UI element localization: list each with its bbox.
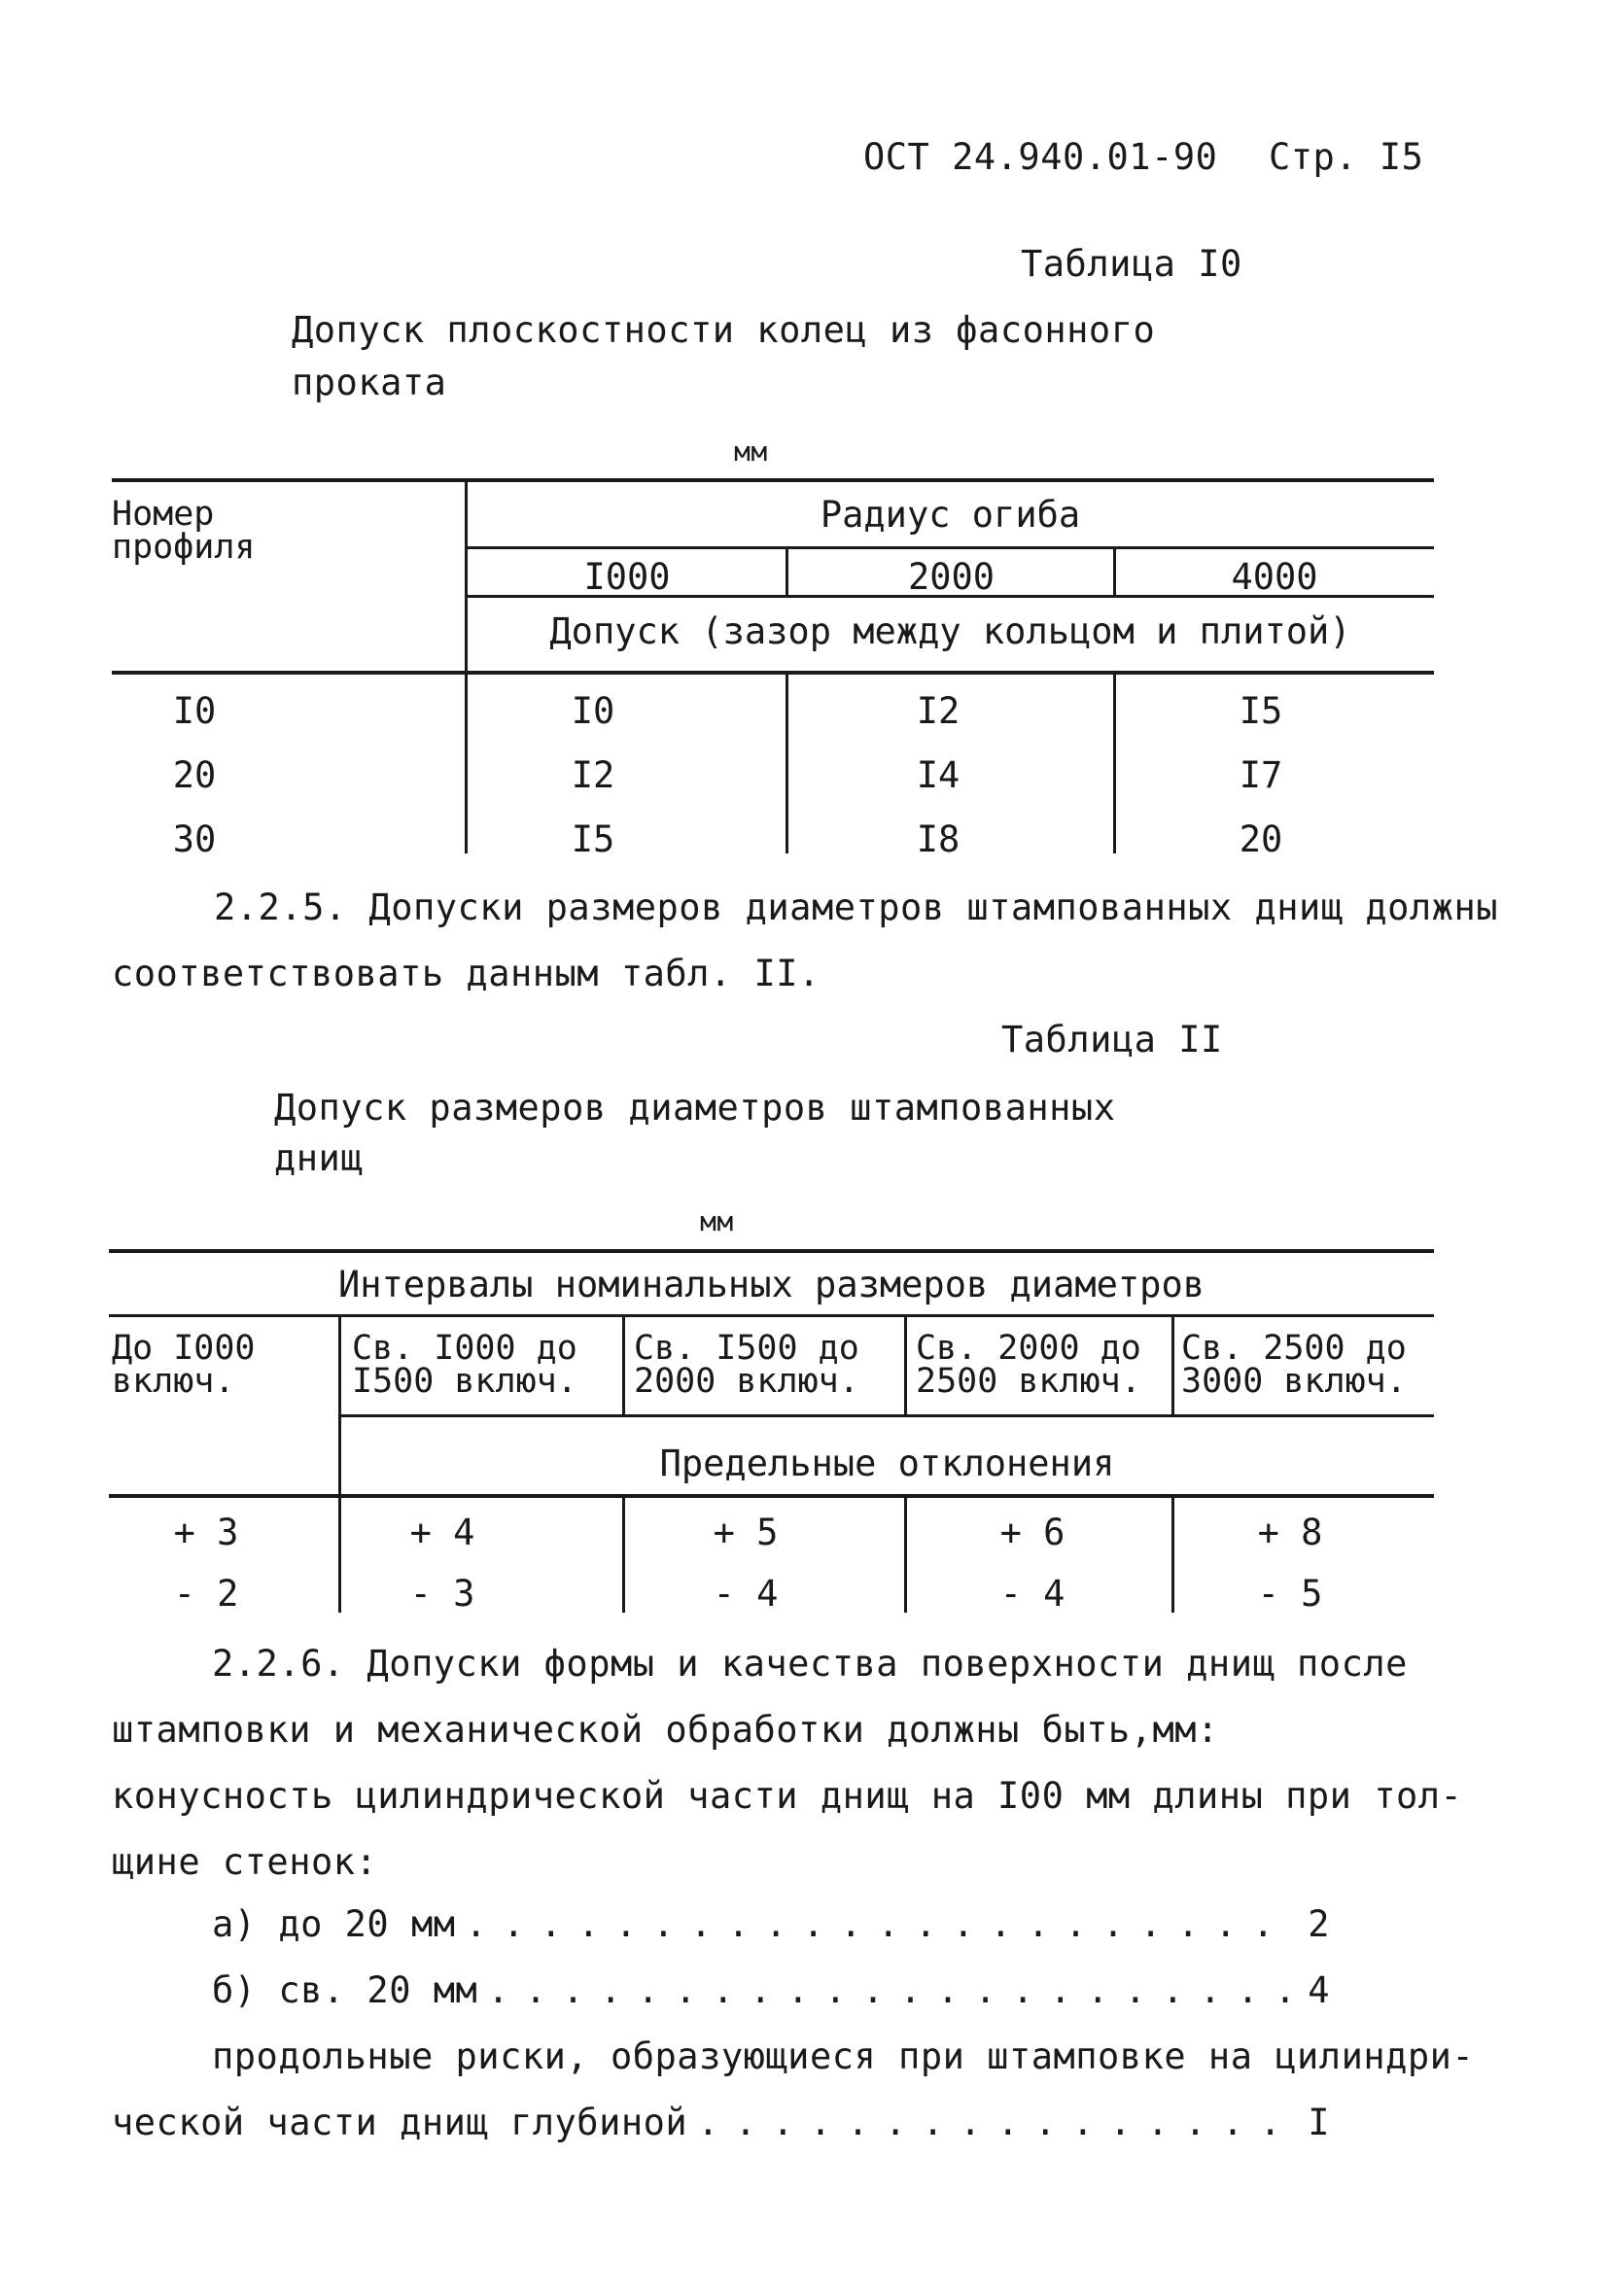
table10-cell: I0 [571,690,615,732]
table11-upper: + 4 [409,1512,475,1553]
table11-upper: + 5 [713,1512,779,1553]
table10-cell: I5 [1239,690,1283,732]
table10-top-rule [112,478,1434,482]
table11-interval-2: Св. I000 до I500 включ. [352,1329,577,1401]
table11-interval-1: До I000 включ. [112,1329,256,1401]
para-226-line2: штамповки и механической обработки должны быть,мм: [112,1709,1219,1751]
table10-radius-2: 2000 [907,556,996,598]
table10-cell: 20 [172,754,217,796]
table10-col-profile: Номер профиля [112,495,256,567]
table11-header-rule [109,1314,1434,1317]
table10-title-line2: проката [292,362,447,403]
item-a-value: 2 [1308,1903,1330,1945]
item-b-value: 4 [1308,1969,1330,2011]
standard-code: ОСТ 24.940.01-90 [863,136,1218,178]
item-b-label: б) св. 20 мм [212,1969,478,2011]
para-225-line1: 2.2.5. Допуски размеров диаметров штампованных днищ должны [214,887,1499,928]
table11-vline-3 [904,1316,907,1417]
table10-radius-1: I000 [583,556,671,598]
table10-label: Таблица I0 [1021,243,1242,285]
item-a-label: а) до 20 мм [212,1903,456,1945]
table11-lower: - 5 [1257,1573,1323,1615]
table10-cell: I0 [172,690,217,732]
item-a [212,1903,1330,1945]
table11-header: Интервалы номинальных размеров диаметров [337,1264,1205,1305]
table11-top-rule [109,1249,1434,1253]
table11-vline-4 [1171,1316,1174,1417]
table10-radius-3: 4000 [1231,556,1318,598]
table10-col-radius: Радиус огиба [820,494,1081,536]
item-depth-value: I [1308,2102,1330,2143]
table11-upper: + 8 [1257,1512,1323,1553]
leader-dots [466,1903,1299,1945]
table11-subheader: Предельные отклонения [659,1443,1115,1484]
para-226-line5: продольные риски, образующиеся при штамповке на цилиндри- [212,2035,1475,2077]
item-depth-label: ческой части днищ глубиной [112,2102,688,2143]
table11-head-rule [109,1494,1434,1498]
table10-subheader: Допуск (зазор между кольцом и плитой) [549,610,1351,652]
table11-vline-2 [622,1316,625,1417]
table10-radius-rule [467,546,1434,549]
table11-title-line2: днищ [274,1137,364,1179]
item-depth [112,2102,1330,2143]
page-number: Стр. I5 [1269,136,1424,178]
table11-title-line1: Допуск размеров диаметров штампованных [274,1087,1116,1129]
table11-label: Таблица II [1001,1019,1223,1061]
para-226-line4: щине стенок: [112,1841,378,1883]
item-b [212,1969,1330,2011]
table11-upper: + 6 [999,1512,1066,1553]
table10-cell: I2 [571,754,615,796]
leader-dots [487,1969,1298,2011]
table10-title-line1: Допуск плоскостности колец из фасонного [292,309,1156,351]
table11-upper: + 3 [173,1512,239,1553]
table10-cell: I4 [916,754,961,796]
table10-cell: I7 [1239,754,1283,796]
table10-unit: мм [734,435,768,468]
table10-head-rule [112,671,1434,675]
leader-dots [697,2102,1298,2143]
table11-interval-3: Св. I500 до 2000 включ. [634,1329,859,1401]
para-226-line1: 2.2.6. Допуски формы и качества поверхности днищ после [212,1643,1408,1685]
table10-cell: 20 [1239,818,1283,860]
table10-cell: I2 [916,690,961,732]
table11-lower: - 2 [173,1573,239,1615]
table10-vline-1 [465,480,468,853]
table10-cell: 30 [172,818,217,860]
table11-lower: - 4 [999,1573,1066,1615]
para-226-line3: конусность цилиндрической части днищ на I00 мм длины при тол- [112,1775,1463,1817]
table11-lower: - 3 [409,1573,475,1615]
table11-interval-4: Св. 2000 до 2500 включ. [916,1329,1141,1401]
table11-unit: мм [700,1205,734,1237]
table10-cell: I8 [916,818,961,860]
table11-lower: - 4 [713,1573,779,1615]
table11-intervals-rule [340,1414,1434,1417]
table10-cell: I5 [571,818,615,860]
para-225-line2: соответствовать данным табл. II. [112,953,821,994]
table11-interval-5: Св. 2500 до 3000 включ. [1181,1329,1407,1401]
